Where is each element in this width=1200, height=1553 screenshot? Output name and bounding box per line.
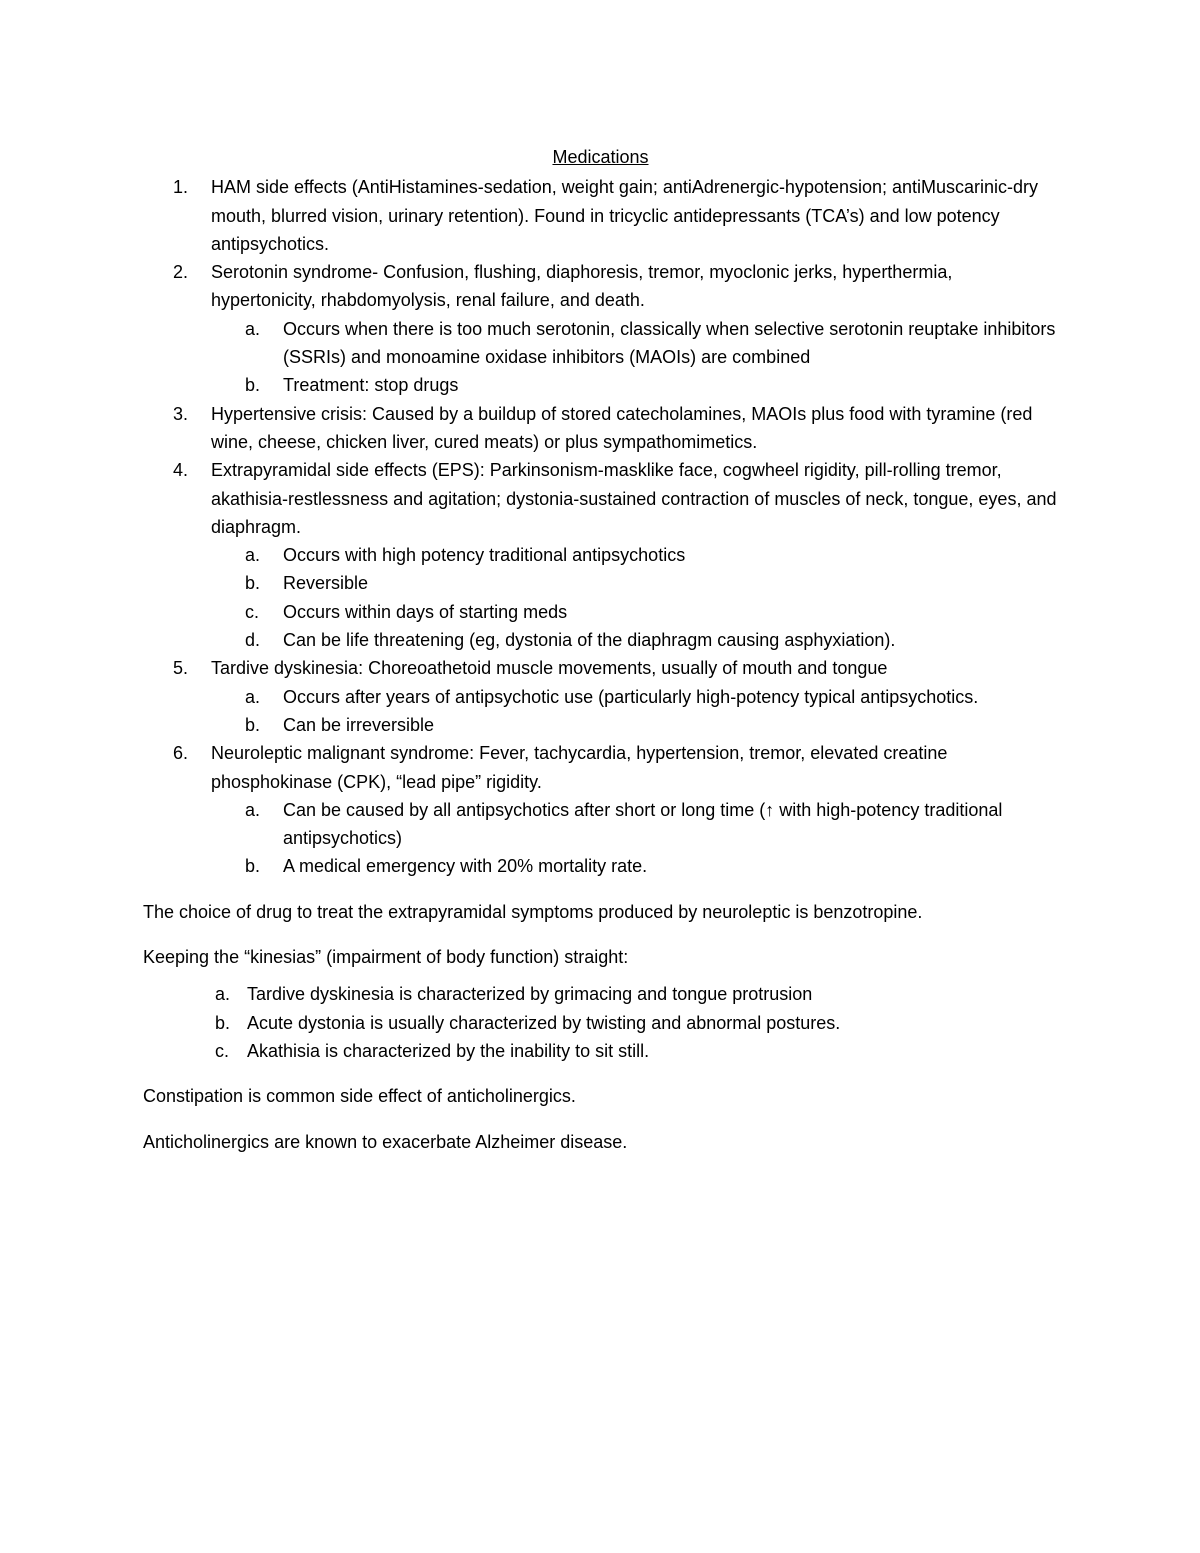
sub-list-item	[211, 711, 1058, 739]
paragraph-kinesias-intro: Keeping the “kinesias” (impairment of body function) straight:	[143, 947, 629, 968]
item-text: Tardive dyskinesia: Choreoathetoid muscle movements, usually of mouth and tongue	[211, 658, 888, 679]
sub-item-text: Can be life threatening (eg, dystonia of the diaphragm causing asphyxiation).	[283, 630, 896, 651]
list-item	[143, 654, 1058, 739]
kinesias-item-letter: b.	[215, 1012, 231, 1033]
sub-item-letter: b.	[245, 856, 261, 877]
kinesias-list-item	[143, 1009, 1058, 1037]
sub-list-item	[211, 852, 1058, 880]
list-item	[143, 173, 1058, 258]
item-text: Serotonin syndrome- Confusion, flushing, diaphoresis, tremor, myoclonic jerks, hyperthermia, hypertonicity, rhabdomyolysis, renal failure, and death.	[211, 262, 953, 311]
sub-list	[211, 683, 1058, 740]
kinesias-item-text: Akathisia is characterized by the inability to sit still.	[247, 1040, 650, 1061]
sub-list	[211, 796, 1058, 881]
item-number: 6.	[173, 743, 189, 764]
page-title: Medications	[552, 147, 649, 167]
kinesias-item-text: Acute dystonia is usually characterized by twisting and abnormal postures.	[247, 1012, 841, 1033]
sub-item-text: Occurs when there is too much serotonin, classically when selective serotonin reuptake inhibitors (SSRIs) and monoamine oxidase inhibitors (MAOIs) are combined	[283, 318, 1056, 368]
kinesias-item-text: Tardive dyskinesia is characterized by grimacing and tongue protrusion	[247, 984, 813, 1005]
sub-item-text: Occurs within days of starting meds	[283, 601, 568, 622]
sub-list-item	[211, 796, 1058, 853]
sub-list-item	[211, 598, 1058, 626]
sub-item-letter: c.	[245, 601, 260, 622]
sub-item-text: Treatment: stop drugs	[283, 375, 459, 396]
item-number: 4.	[173, 460, 189, 481]
item-number: 1.	[173, 177, 189, 198]
sub-list-item	[211, 683, 1058, 711]
sub-item-letter: a.	[245, 545, 261, 566]
item-text: Extrapyramidal side effects (EPS): Parkinsonism-masklike face, cogwheel rigidity, pill-rolling tremor, akathisia-restlessness and agitation; dystonia-sustained contraction of muscles of neck, tongue, eyes, and diaphragm.	[211, 460, 1057, 537]
sub-list-item	[211, 371, 1058, 399]
paragraph-alzheimer: Anticholinergics are known to exacerbate Alzheimer disease.	[143, 1131, 628, 1152]
item-number: 2.	[173, 262, 189, 283]
kinesias-list-item	[143, 1037, 1058, 1065]
sub-list-item	[211, 569, 1058, 597]
list-item	[143, 739, 1058, 880]
medication-list	[143, 173, 1058, 880]
list-item	[143, 400, 1058, 457]
sub-item-text: A medical emergency with 20% mortality rate.	[283, 856, 648, 877]
sub-list	[211, 541, 1058, 654]
sub-list-item	[211, 626, 1058, 654]
list-item	[143, 456, 1058, 654]
sub-item-letter: b.	[245, 573, 261, 594]
kinesias-list-item	[143, 980, 1058, 1008]
item-text: Hypertensive crisis: Caused by a buildup of stored catecholamines, MAOIs plus food with tyramine (red wine, cheese, chicken liver, cured meats) or plus sympathomimetics.	[211, 403, 1033, 452]
sub-item-letter: a.	[245, 799, 261, 820]
sub-item-text: Can be caused by all antipsychotics after short or long time (↑ with high-potency traditional antipsychotics)	[283, 799, 1003, 849]
sub-item-letter: d.	[245, 630, 261, 651]
sub-list	[211, 315, 1058, 400]
item-number: 3.	[173, 403, 189, 424]
sub-item-text: Occurs with high potency traditional antipsychotics	[283, 545, 686, 566]
kinesias-item-letter: c.	[215, 1040, 230, 1061]
sub-list-item	[211, 541, 1058, 569]
item-text: Neuroleptic malignant syndrome: Fever, tachycardia, hypertension, tremor, elevated creatine phosphokinase (CPK), “lead pipe” rigidity.	[211, 743, 948, 792]
paragraph-constipation: Constipation is common side effect of anticholinergics.	[143, 1086, 576, 1107]
kinesias-item-letter: a.	[215, 984, 231, 1005]
sub-item-text: Reversible	[283, 573, 369, 594]
sub-item-text: Can be irreversible	[283, 714, 435, 735]
sub-list-item	[211, 315, 1058, 372]
document-body	[143, 143, 1058, 1156]
paragraph-benztropine: The choice of drug to treat the extrapyramidal symptoms produced by neuroleptic is benzotropine.	[143, 901, 923, 922]
list-item	[143, 258, 1058, 399]
sub-item-text: Occurs after years of antipsychotic use (particularly high-potency typical antipsychotics.	[283, 686, 979, 707]
kinesias-list	[143, 980, 1058, 1065]
sub-item-letter: a.	[245, 686, 261, 707]
sub-item-letter: b.	[245, 375, 261, 396]
item-text: HAM side effects (AntiHistamines-sedation, weight gain; antiAdrenergic-hypotension; antiMuscarinic-dry mouth, blurred vision, urinary retention). Found in tricyclic antidepressants (TCA’s) and low potency antipsychotics.	[211, 177, 1039, 254]
item-number: 5.	[173, 658, 189, 679]
sub-item-letter: a.	[245, 318, 261, 339]
sub-item-letter: b.	[245, 714, 261, 735]
